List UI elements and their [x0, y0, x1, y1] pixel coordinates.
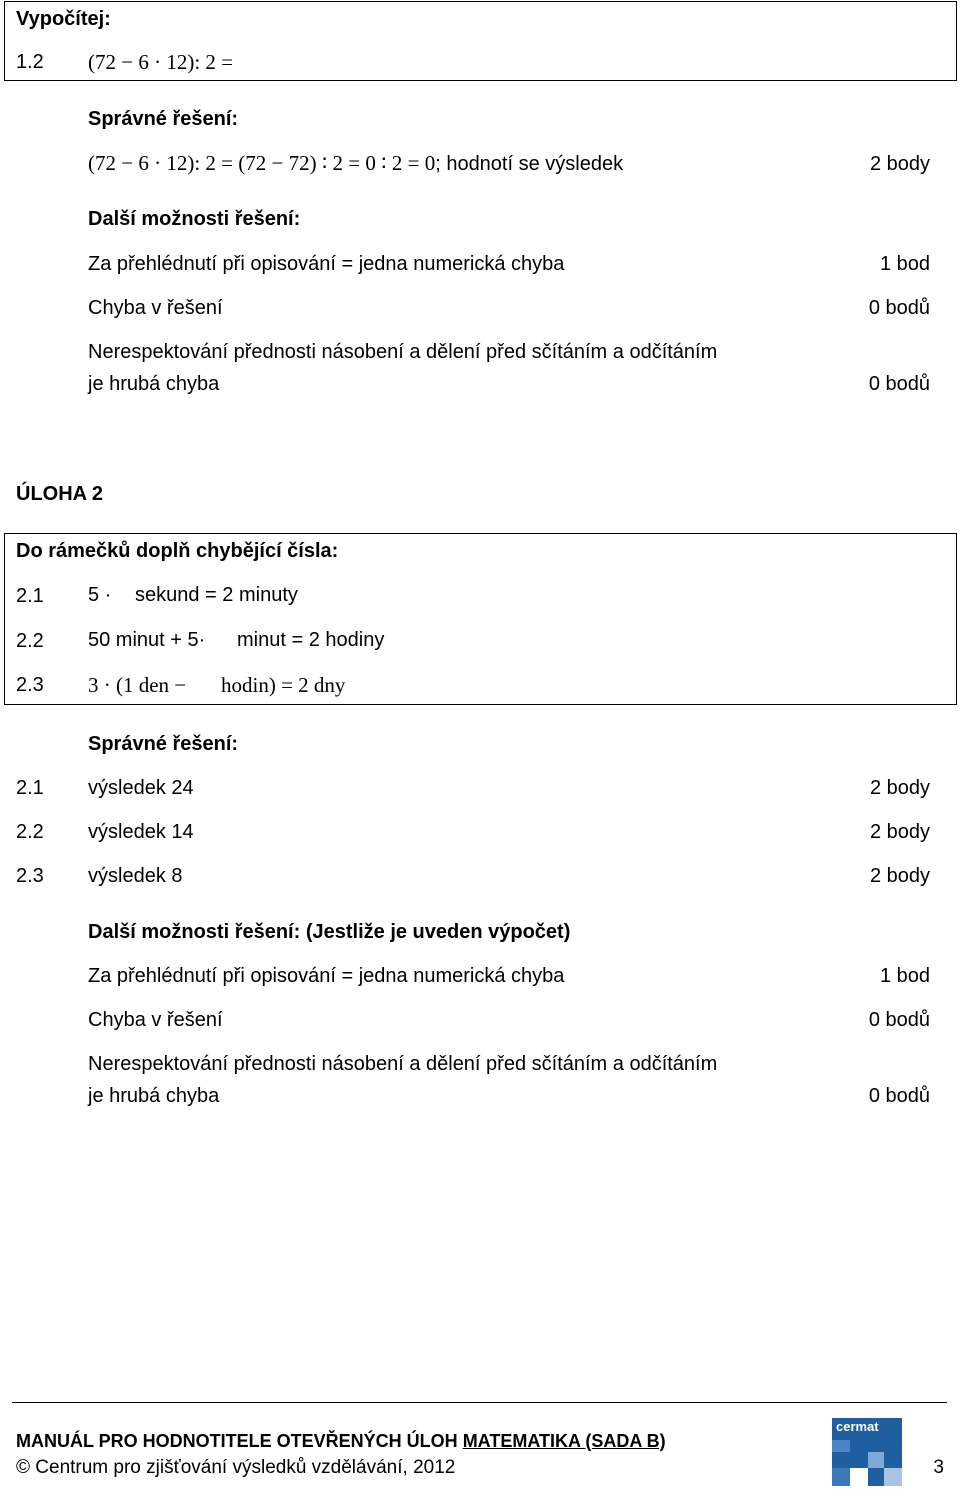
task1-option-text: Nerespektování přednosti násobení a dělení před sčítáním a odčítáním [88, 341, 718, 363]
task2-item-b: sekund = 2 minuty [135, 584, 298, 606]
task1-solution-text: ; hodnotí se výsledek [435, 153, 624, 175]
task2-result-points: 2 body [869, 821, 930, 843]
task2-option-points: 0 bodů [868, 1009, 930, 1031]
task2-other-label: Další možnosti řešení: (Jestliže je uveden výpočet) [88, 921, 571, 943]
task2-result-text: výsledek 8 [88, 865, 183, 887]
task1-solution-points: 2 body [869, 153, 930, 175]
task2-option-points: 0 bodů [868, 1085, 930, 1107]
task2-result-points: 2 body [869, 865, 930, 887]
task2-result-number: 2.1 [16, 777, 44, 799]
footer-copyright: © Centrum pro zjišťování výsledků vzdělávání, 2012 [16, 1457, 456, 1478]
task2-item-number: 2.1 [16, 585, 44, 607]
task2-result-text: výsledek 24 [88, 777, 194, 799]
task2-instruction: Do rámečků doplň chybějící čísla: [16, 540, 339, 562]
task2-item-number: 2.3 [16, 674, 44, 696]
task2-option-points: 1 bod [879, 965, 930, 987]
task2-item-b: minut = 2 hodiny [237, 629, 385, 651]
task1-option-text: Za přehlédnutí při opisování = jedna numerická chyba [88, 253, 565, 275]
task1-heading: Vypočítej: [16, 8, 111, 30]
task2-item-number: 2.2 [16, 630, 44, 652]
task2-option-text: Nerespektování přednosti násobení a dělení před sčítáním a odčítáním [88, 1053, 718, 1075]
task1-solution-math: (72 − 6 · 12): 2 = (72 − 72) ∶ 2 = 0 ∶ 2 = 0 [88, 151, 436, 175]
task2-option-text: je hrubá chyba [88, 1085, 220, 1107]
footer-rule [12, 1402, 947, 1403]
task2-result-points: 2 body [869, 777, 930, 799]
cermat-logo [832, 1418, 902, 1486]
task2-correct-label: Správné řešení: [88, 733, 239, 755]
task1-option-points: 0 bodů [868, 373, 930, 395]
task1-option-points: 0 bodů [868, 297, 930, 319]
footer-title [16, 1431, 666, 1452]
task2-result-number: 2.2 [16, 821, 44, 843]
task1-number: 1.2 [16, 51, 44, 73]
task1-other-label: Další možnosti řešení: [88, 208, 301, 230]
task1-correct-label: Správné řešení: [88, 108, 239, 130]
task2-item-a: 5 · [88, 584, 112, 606]
footer-title-prefix: MANUÁL PRO HODNOTITELE OTEVŘENÝCH ÚLOH [16, 1431, 463, 1451]
task2-item-a: 50 minut + 5· [88, 629, 206, 651]
task1-option-text: Chyba v řešení [88, 297, 223, 319]
task2-item-b: hodin) = 2 dny [221, 673, 346, 697]
task2-item-a: 3 · (1 den − [88, 673, 187, 697]
cermat-logo-text: cermat [836, 1419, 879, 1434]
task2-result-number: 2.3 [16, 865, 44, 887]
task1-expression: (72 − 6 · 12): 2 = [88, 50, 234, 74]
task2-heading: ÚLOHA 2 [16, 483, 104, 505]
task1-option-text: je hrubá chyba [88, 373, 220, 395]
task1-solution-line [88, 151, 623, 176]
task2-result-text: výsledek 14 [88, 821, 194, 843]
task2-option-text: Za přehlédnutí při opisování = jedna numerická chyba [88, 965, 565, 987]
page-number: 3 [933, 1457, 944, 1478]
footer-title-underlined: MATEMATIKA (SADA B) [462, 1431, 666, 1451]
task2-option-text: Chyba v řešení [88, 1009, 223, 1031]
task1-option-points: 1 bod [879, 253, 930, 275]
